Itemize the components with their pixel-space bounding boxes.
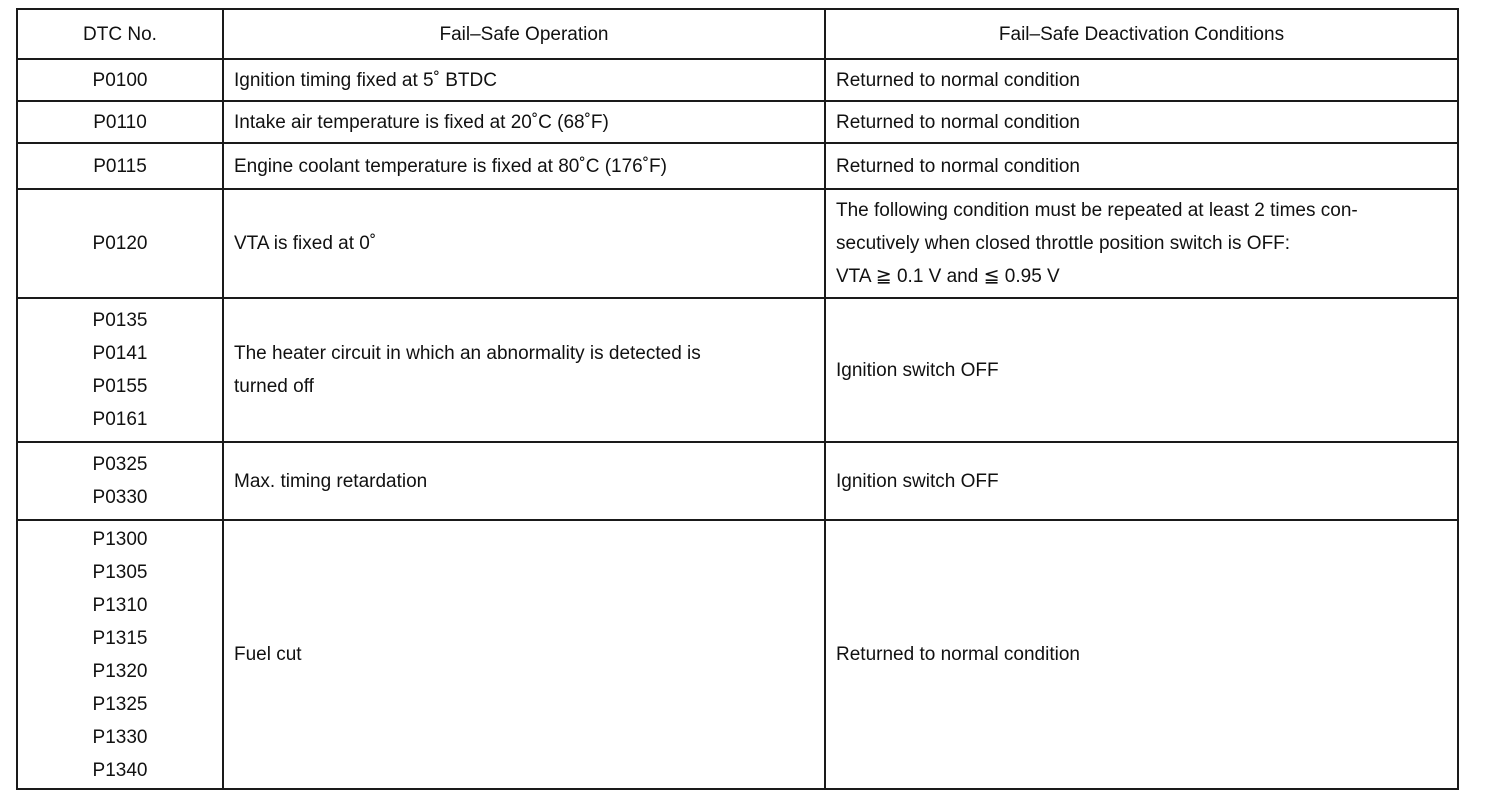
dtc-code-cell <box>17 189 223 298</box>
dtc-code: P0141 <box>92 343 148 364</box>
table-row <box>17 143 1458 189</box>
deactivation-line: secutively when closed throttle position switch is OFF: <box>836 233 1291 254</box>
dtc-code: P1325 <box>92 693 148 715</box>
header-row <box>17 9 1458 59</box>
deactivation-line: VTA ≧ 0.1 V and ≦ 0.95 V <box>836 266 1060 287</box>
dtc-code: P1315 <box>92 627 148 649</box>
operation-cell: Fuel cut <box>223 520 825 789</box>
deactivation-cell: Ignition switch OFF <box>825 442 1458 520</box>
dtc-code: P1305 <box>92 561 148 583</box>
dtc-code: P0330 <box>92 487 148 508</box>
deactivation-cell: Returned to normal condition <box>825 143 1458 189</box>
dtc-code-cell <box>17 59 223 101</box>
operation-line: The heater circuit in which an abnormality is detected is <box>234 343 701 364</box>
dtc-code-cell <box>17 143 223 189</box>
table-row <box>17 189 1458 298</box>
dtc-code: P0325 <box>92 454 148 475</box>
dtc-code: P1310 <box>92 594 148 616</box>
table-body <box>17 59 1458 789</box>
operation-cell: Ignition timing fixed at 5˚ BTDC <box>223 59 825 101</box>
table-header <box>17 9 1458 59</box>
operation-line: turned off <box>234 376 314 397</box>
deactivation-cell: Returned to normal condition <box>825 520 1458 789</box>
table-row <box>17 520 1458 789</box>
dtc-code: P0120 <box>92 233 148 254</box>
dtc-code: P1340 <box>92 759 148 781</box>
dtc-code-cell <box>17 298 223 442</box>
operation-cell: Max. timing retardation <box>223 442 825 520</box>
table-row <box>17 442 1458 520</box>
dtc-code-cell <box>17 442 223 520</box>
dtc-code: P1320 <box>92 660 148 682</box>
dtc-code-cell <box>17 520 223 789</box>
dtc-code: P1300 <box>92 528 148 550</box>
header-dtc-number: DTC No. <box>17 9 223 59</box>
table-row <box>17 59 1458 101</box>
operation-cell <box>223 298 825 442</box>
operation-cell: VTA is fixed at 0˚ <box>223 189 825 298</box>
dtc-code: P0155 <box>92 376 148 397</box>
dtc-code: P1330 <box>92 726 148 748</box>
table-row <box>17 101 1458 143</box>
deactivation-cell: Ignition switch OFF <box>825 298 1458 442</box>
deactivation-cell: Returned to normal condition <box>825 101 1458 143</box>
dtc-code: P0100 <box>92 69 148 91</box>
fail-safe-table <box>16 8 1459 790</box>
dtc-code: P0135 <box>92 310 148 331</box>
dtc-code-cell <box>17 101 223 143</box>
header-fail-safe-operation: Fail–Safe Operation <box>223 9 825 59</box>
deactivation-cell <box>825 189 1458 298</box>
dtc-code: P0161 <box>92 409 148 430</box>
deactivation-cell: Returned to normal condition <box>825 59 1458 101</box>
dtc-code: P0110 <box>93 111 147 133</box>
operation-cell: Intake air temperature is fixed at 20˚C (68˚F) <box>223 101 825 143</box>
fail-safe-table-container <box>16 8 1457 790</box>
deactivation-line: The following condition must be repeated at least 2 times con- <box>836 200 1358 221</box>
header-deactivation-conditions: Fail–Safe Deactivation Conditions <box>825 9 1458 59</box>
dtc-code: P0115 <box>93 155 147 177</box>
table-row <box>17 298 1458 442</box>
operation-cell: Engine coolant temperature is fixed at 80˚C (176˚F) <box>223 143 825 189</box>
